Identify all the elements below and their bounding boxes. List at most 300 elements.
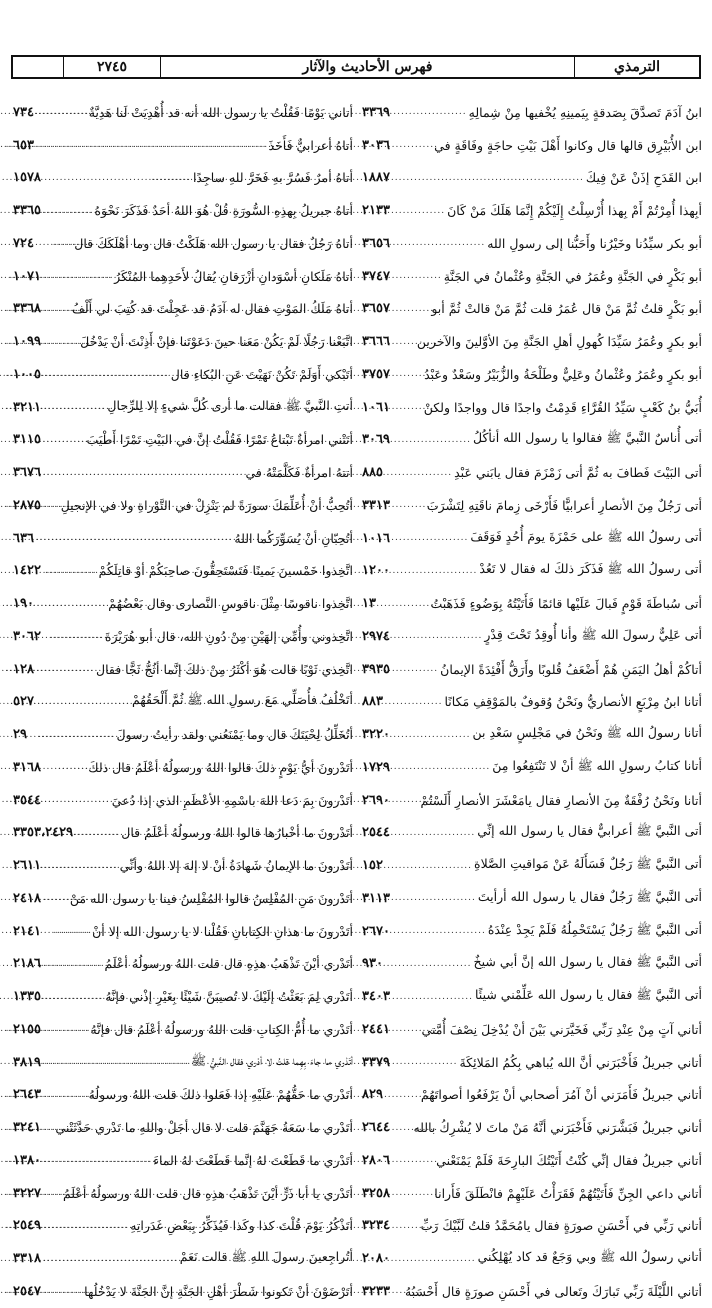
dot-leader [394,1221,438,1231]
hadith-number: ٣٣١٨ [13,1251,41,1267]
hadith-number: ٣٥٤٤ [13,792,41,808]
index-entry [13,1242,353,1275]
dot-leader [394,1090,438,1100]
dot-leader [394,173,584,183]
hadith-number: ٢٤٤١ [362,1021,390,1037]
hadith-incipit: أتانا ونَحْنُ رُفْقَةٌ مِنَ الأنصارِ فقال يامَعْشَرَ الأنصارِ أَلَسْتُمْ [420,792,702,808]
hadith-incipit: أتى رَجُلٌ مِنَ الأنصارِ أعرابيًّا فَأَرْخَى زِمامَ ناقَتِهِ لِتَشْرَبَ [426,497,702,513]
dot-leader [394,795,438,805]
index-entry [362,849,702,882]
dot-leader [394,1024,438,1034]
index-entry [13,653,353,686]
hadith-number: ١٣٣٥ [13,989,41,1005]
hadith-incipit: أُبَيُّ بنُ كَعْبٍ سَيِّدُ القُرَّاءِ قَدِمْتُ واجدًا قال وواجدًا ولكنْ [423,399,702,415]
index-entry [13,391,353,424]
dot-leader [394,697,442,707]
index-entry [362,915,702,948]
hadith-incipit: أتى النَّبيَّ ﷺ رَجُلٌ يَسْتَحْمِلُهُ فَلَمْ يَجِدْ عِنْدَهُ [487,921,702,937]
dot-leader [45,893,89,903]
dot-leader [45,1254,178,1264]
index-entry [362,391,702,424]
hadith-number: ٣٢١١ [13,399,41,415]
dot-leader [394,107,467,117]
index-entry [362,1275,702,1308]
dot-leader [394,631,482,641]
dot-leader [394,861,472,871]
index-entry [362,980,702,1013]
dot-leader [394,893,476,903]
index-entry [13,194,353,227]
index-entry [13,915,353,948]
book-name: الترمذي [574,57,699,77]
index-entry [13,227,353,260]
dot-leader [394,206,445,216]
index-entry [362,1242,702,1275]
dot-leader [45,1188,89,1198]
dot-leader [45,566,97,576]
dot-leader [394,337,438,347]
hadith-number: ٣١١٥ [13,432,41,448]
hadith-incipit: أتَدْري ما سَعَةُ جَهَنَّمَ قلت لا قال أجَلْ واللهِ ما تَدْري حَدَّثَتْني [55,1120,353,1136]
hadith-number: ٣٦٥٦ [362,235,390,251]
hadith-incipit: أبو بكرٍ وعُمَرُ وعُثْمانُ وعَلِيٌّ وطَلْحَةُ والزُّبَيْرُ وسَعْدٌ وعَبْدُ [424,366,702,382]
hadith-incipit: أتاني جبريلُ فَأَخْبَرَني أنَّ الله يُباهي بِكُمُ المَلائِكَةَ [459,1054,702,1070]
hadith-number: ٣٣٦٩ [362,104,390,120]
hadith-incipit: أتاني جبريلُ فقال إنِّي كُنْتُ أَتَيْتُكَ البارِحَةَ فَلَمْ يَمْنَعْني [436,1152,702,1168]
index-entry [13,751,353,784]
dot-leader [45,140,266,150]
index-entry [362,96,702,129]
index-entry [362,129,702,162]
dot-leader [45,1024,89,1034]
index-entry [362,162,702,195]
hadith-incipit: أتَدْرونَ ما الإيمانُ شَهادَةُ أنْ لا إلهَ إلا اللهُ وأنِّي [119,858,353,874]
hadith-number: ٨٨٥ [362,465,383,481]
dot-leader [394,599,438,609]
index-entry [362,653,702,686]
hadith-number: ١٤٢٢ [13,563,41,579]
hadith-number: ٢٦١١ [13,858,41,874]
index-entry [13,424,353,457]
dot-leader [394,926,486,936]
hadith-number: ٢٨٠٦ [362,1152,390,1168]
index-entry [13,718,353,751]
dot-leader [45,1221,128,1231]
hadith-incipit: أتُحِبّانِ أنْ يُسَوِّرَكُما اللهُ [234,530,353,546]
hadith-number: ٣٣٦٥ [13,203,41,219]
index-entry [362,194,702,227]
hadith-incipit: أتُراجِعينَ رسولَ اللهِ ﷺ قالت نَعَمْ [179,1249,353,1265]
hadith-incipit: أبو بَكْرٍ في الجَنَّةِ وعُمَرُ في الجَنَّةِ وعُثْمانُ في الجَنَّةِ [443,268,702,284]
index-entry [13,1275,353,1308]
index-entry [362,522,702,555]
hadith-number: ٣٦٦٦ [362,334,390,350]
hadith-incipit: أبِهذا أُمِرْتُمْ أَمْ بِهذا أُرْسِلْتُ إِلَيْكُمْ إِنَّمَا هَلَكَ مَنْ كَانَ [447,203,702,219]
hadith-number: ١٠٠٥ [13,366,41,382]
hadith-incipit: اتَّخِذوا خَمْسينَ يَمينًا فَتَسْتَحِقُّونَ صاحِبَكُمْ أوْ قاتِلَكُمْ [98,563,353,579]
dot-leader [394,500,438,510]
dot-leader [45,468,243,478]
dot-leader [394,959,472,969]
hadith-incipit: أتانا ابنُ مِرْبَعٍ الأنصاريُّ ونَحْنُ وُقوفٌ بالمَوْقِفِ مَكانًا [444,694,702,710]
hadith-number: ٣٢٣٣ [362,1283,390,1299]
dot-leader [45,926,90,936]
hadith-number: ٦٥٣ [13,137,34,153]
hadith-number: ٥٢٧ [13,694,34,710]
hadith-incipit: اتَّخِذوني وأُمِّي إلهَيْنِ مِنْ دُونِ الله، قال أبو هُرَيْرَةَ [104,628,353,644]
index-entry [362,817,702,850]
hadith-incipit: أتاني رسولُ الله ﷺ وبي وَجَعٌ قد كاد يُهْلِكُني [477,1249,702,1265]
hadith-incipit: أتَذْكُرُ يَوْمَ قُلْتَ كذا وكَذا فَيُذَكِّرُ بِبَعْضِ غَدَراتِهِ [130,1218,353,1234]
hadith-incipit: أتَدْرونَ ما أخْبارُها قالوا اللهُ ورسولُهُ أعْلَمُ قال [121,825,353,841]
hadith-number: ٣٠٦٩ [362,432,390,448]
hadith-incipit: أتاكُمْ أهلُ اليَمَنِ هُمْ أَضْعَفُ قُلوبًا وأَرَقُّ أَفْئِدَةً الإيمانُ [440,661,702,677]
hadith-incipit: اتَّخِذوا ناقوسًا مِثْلَ ناقوسِ النَّصارى وقال بَعْضُهُمْ [108,596,353,612]
hadith-number: ٣٣٧٩ [362,1054,390,1070]
index-entry [13,1013,353,1046]
hadith-incipit: أتى النَّبيَّ ﷺ فقال يا رسول الله عَلِّمْني شيئًا [475,987,702,1003]
hadith-incipit: أتاني اللَّيْلَةَ رَبِّي تَبارَكَ وتَعالى في أَحْسَنِ صورَةٍ قال أَحْسَبُهُ [405,1283,702,1299]
index-entry [13,784,353,817]
index-entry [13,1079,353,1112]
index-entry [13,555,353,588]
dot-leader [45,599,106,609]
index-entry [13,162,353,195]
hadith-number: ١٢٨ [13,661,34,677]
hadith-incipit: أتَدْري ما أُمُّ الكِتابِ قلت اللهُ ورسولُهُ أعْلَمُ قال فإنَّهُ [90,1021,353,1037]
hadith-number: ٣٠٣٦ [362,137,390,153]
dot-leader [45,697,130,707]
hadith-number: ٣٦٥٧ [362,301,390,317]
hadith-incipit: أبو بكر سيِّدُنا وخَيْرُنا وأَحَبُّنا إلى رسولِ الله [487,235,702,251]
hadith-incipit: أبو بكرٍ وعُمَرُ سَيِّدَا كُهولِ أهلِ الجَنَّةِ مِنَ الأوَّلينَ والآخرين [416,334,702,350]
hadith-incipit: اتَّخِذي ثَوْبًا قالت هُوَ أكْثَرُ مِنْ ذلكَ إنَّما أثُجُّ ثَجًّا فقال [95,661,353,677]
dot-leader [394,533,468,543]
dot-leader [45,173,191,183]
index-entry [13,489,353,522]
dot-leader [45,304,89,314]
hadith-incipit: أتى أُناسٌ النَّبيَّ ﷺ فقالوا يا رسول الله أنأكُلُ [472,430,702,446]
index-title: فهرس الأحاديث والآثار [160,57,574,77]
index-entry [362,620,702,653]
hadith-number: ٣٢٤١ [13,1120,41,1136]
hadith-incipit: أتَدْرونَ بِمَ دَعا اللهَ باسْمِهِ الأعْظَمِ الذي إذا دُعيَ [111,792,353,808]
hadith-number: ٢٥٤٩ [13,1218,41,1234]
dot-leader [45,1090,89,1100]
index-entry [13,1111,353,1144]
hadith-incipit: أتاني آتٍ مِنْ عِنْدِ رَبِّي فَخَيَّرَني بَيْنَ أنْ يُدْخِلَ نِصْفَ أُمَّتي [421,1021,702,1037]
dot-leader [394,762,490,772]
hadith-number: ٢١٨٦ [13,956,41,972]
hadith-number: ٣١٦٨ [13,759,41,775]
hadith-number: ١٥٢ [362,858,383,874]
hadith-number: ٦٣٦ [13,530,34,546]
hadith-incipit: ابن الأُبَيْرِق قالها قال وكانوا أَهْلَ بَيْتِ حاجَةٍ وفَاقَةٍ في [434,137,702,153]
hadith-number: ١٠٩٩ [13,334,41,350]
hadith-incipit: أتُحِبُّ أنْ أُعَلِّمَكَ سورَةً لم يَنْزِلْ في التَّوْراةِ ولا في الإنجيلِ [60,497,353,513]
hadith-number: ٣١١٣ [362,890,390,906]
dot-leader [45,1123,89,1133]
dot-leader [45,369,169,379]
hadith-number: ٢١٥٥ [13,1021,41,1037]
hadith-incipit: أتى سُباطَةَ قَوْمٍ فَبالَ عَلَيْها قائمًا فَأَتَيْتُهُ بِوَضُوءٍ فَذَهَبْتُ [430,596,702,612]
dot-leader [45,762,89,772]
hadith-number: ٢٦٧٠ [362,923,390,939]
dot-leader [394,1057,458,1067]
dot-leader [394,435,471,445]
dot-leader [394,828,475,838]
dot-leader [394,1155,438,1165]
hadith-incipit: أتاني يَوْمًا فَقُلْتُ يا رسول الله أنه قد أُهْدِيَتْ لَنا هَدِيَّةٌ [88,104,353,120]
dot-leader [394,369,438,379]
dot-leader [394,468,452,478]
index-entry [13,456,353,489]
index-entry [362,948,702,981]
dot-leader [45,1057,189,1067]
index-entry [13,980,353,1013]
hadith-incipit: أتَبْكي أَوَلَمْ تَكُنْ نَهَيْتَ عَنِ البُكاءِ قال [170,366,353,382]
hadith-number: ١٢٠٠ [362,563,390,579]
dot-leader [45,959,103,969]
hadith-number: ٢١٤١ [13,923,41,939]
dot-leader [394,730,471,740]
index-entry [362,489,702,522]
index-entry [13,620,353,653]
index-entry [13,1177,353,1210]
dot-leader [45,107,89,117]
hadith-incipit: أتانا رسولُ الله ﷺ ونَحْنُ في مَجْلِسٍ سَعْدِ بن [472,725,702,741]
hadith-number: ٣٤٠٣ [362,989,390,1005]
dot-leader [394,992,473,1002]
dot-leader [45,1286,89,1296]
index-entry [13,849,353,882]
hadith-number: ١٣ [362,596,376,612]
hadith-incipit: اتَّبَعْنا رَجُلًا لَمْ يَكُنْ مَعَنا حينَ دَعَوْتَنا فإنْ أَذِنْتَ أنْ يَدْخُلَ [80,334,353,350]
dot-leader [45,664,94,674]
hadith-number: ٢٦٤٤ [362,1120,390,1136]
hadith-incipit: أتتِ النَّبيَّ ﷺ فقالت ما أرى كُلَّ شيءٍ إلا لِلرِّجالِ [107,397,353,413]
dot-leader [394,1123,438,1133]
index-entry [13,686,353,719]
dot-leader [45,206,92,216]
index-entry [13,358,353,391]
page-header [11,55,701,79]
hadith-incipit: أتاني جبريلُ فَبَشَّرَني فَأَخْبَرَني أنَّهُ مَنْ ماتَ لا يُشْرِكُ بالله [413,1120,702,1136]
hadith-incipit: أتاني جبريلُ فَأَمَرَني أنْ آمُرَ أصحابي أنْ يَرْفَعُوا أصواتَهُمْ [420,1087,702,1103]
hadith-incipit: أتى النَّبيَّ ﷺ فقال يا رسول الله إنَّ أبي شيخٌ [473,954,702,970]
index-entry [362,686,702,719]
hadith-incipit: أتاهُ أمرٌ فَسُرَّ بهِ فَخَرَّ للهِ ساجِدًا [192,170,353,186]
hadith-number: ٧٣٤ [13,104,34,120]
dot-leader [45,337,89,347]
hadith-incipit: أتاهُ مَلَكُ المَوْتِ فقال له آدَمُ قد عَجِلْتَ قد كُتِبَ لي أَلْفُ [71,301,353,317]
index-entry [362,555,702,588]
dot-leader [45,631,103,641]
hadith-incipit: أتَدْري ما جاءَ بِهِما قلتُ لا أدْري فقال النَّبيُّ ﷺ [190,1052,353,1068]
hadith-incipit: أتى النَّبيَّ ﷺ أعرابيٌّ فقال يا رسول الله إنِّي [477,823,702,839]
hadith-number: ٣٣٦٨ [13,301,41,317]
hadith-incipit: أتَخْلُفُ فأُصَلِّي مَعَ رسولِ الله ﷺ ثُمَّ أَلْحَقُهُمْ [131,692,353,708]
index-entry [362,424,702,457]
index-entry [13,260,353,293]
header-blank-cell [13,57,63,77]
dot-leader [394,140,438,150]
hadith-incipit: أتى البَيْتَ فَطافَ به ثُمَّ أتى زَمْزَمَ فقال يابَني عَبْدِ [454,465,702,481]
index-entry [362,1177,702,1210]
dot-leader [45,992,103,1002]
hadith-number: ٣٢٢٧ [13,1185,41,1201]
dot-leader [45,271,112,281]
dot-leader [394,1286,438,1296]
hadith-number: ٢٩ [13,727,27,743]
hadith-number: ٢١٣٣ [362,203,390,219]
hadith-incipit: أتاني رَبِّي في أَحْسَنِ صورَةٍ فقال يامُحَمَّدُ قلتُ لَبَّيْكَ رَبِّ [420,1218,702,1234]
hadith-number: ٣٩٣٥ [362,661,390,677]
index-entry [13,293,353,326]
hadith-incipit: أتَدْرونَ أيُّ يَوْمٍ ذلكَ قالوا اللهُ ورسولُهُ أعْلَمُ قال ذلكَ [88,759,353,775]
dot-leader [45,533,232,543]
hadith-incipit: أتُخَلِّلُ لِحْيَتَكَ قال وما يَمْنَعُني ولقد رأيتُ رسولَ [116,727,353,743]
hadith-number: ١٠٦١ [362,399,390,415]
hadith-number: ٧٢٤ [13,235,34,251]
dot-leader [45,1155,151,1165]
index-entry [362,882,702,915]
index-entry [362,1210,702,1243]
hadith-number: ١٧٢٩ [362,759,390,775]
hadith-number: ٣٦٧٦ [13,465,41,481]
hadith-number: ٣٠٦٢ [13,628,41,644]
index-entry [13,1144,353,1177]
hadith-incipit: أتَدْرونَ مَنِ المُفْلِسُ قالوا المُفْلِسُ فينا يا رسول الله مَنْ [69,890,353,906]
index-entry [362,260,702,293]
dot-leader [394,238,485,248]
index-entry [362,293,702,326]
hadith-number: ٢٥٤٤ [362,825,390,841]
hadith-number: ١٨٨٧ [362,170,390,186]
hadith-number: ٢٥٤٧ [13,1283,41,1299]
hadith-number: ٣٧٥٧ [362,366,390,382]
hadith-incipit: أتاهُ جبريلُ بِهذِهِ السُّورَةِ قُلْ هُوَ اللهُ أحَدٌ فَذَكَرَ نَحْوَهُ [94,203,353,219]
hadith-number: ١٠١٦ [362,530,390,546]
index-entry [362,1079,702,1112]
hadith-number: ٨٢٩ [362,1087,383,1103]
dot-leader [394,1188,438,1198]
hadith-incipit: أتتهُ امرأةٌ فَكَلَّمَتْهُ في [245,465,353,481]
hadith-number: ٢٨٧٥ [13,497,41,513]
hadith-number: ٣٧٤٧ [362,268,390,284]
hadith-incipit: أتاهُ مَلَكانِ أسْوَدانِ أزْرَقانِ يُقالُ لأَحَدِهِما المُنْكَرُ [114,268,353,284]
dot-leader [394,664,438,674]
hadith-number: ٣٢٢٠ [362,727,390,743]
hadith-incipit: أتى رسولُ الله ﷺ على حَمْزَةَ يومَ أُحُدٍ فَوَقَفَ [470,528,702,544]
hadith-incipit: أتَدْري أيْنَ تَذْهَبُ هذِهِ قال قلت اللهُ ورسولُهُ أعْلَمُ [104,956,353,972]
hadith-number: ٣٢٥٨ [362,1185,390,1201]
index-entry [362,1046,702,1079]
index-column-right [362,96,702,1308]
index-entry [362,1144,702,1177]
index-entry [13,96,353,129]
hadith-incipit: أتاهُ أعرابيٌّ فَأَخَذَ [268,137,353,153]
hadith-incipit: أتَدْري لِمَ بَعَثْتُ إلَيْكَ لا تُصيبَنَّ شَيْئًا بِغَيْرِ إذْني فإنَّهُ [105,989,353,1005]
dot-leader [394,566,477,576]
hadith-number: ٢٠٨٠ [362,1251,390,1267]
index-entry [362,751,702,784]
index-entry [362,1111,702,1144]
hadith-number: ١٩٠ [13,596,34,612]
dot-leader [45,861,118,871]
index-entry [13,1210,353,1243]
index-entry [13,587,353,620]
index-entry [13,1046,353,1079]
index-entry [362,587,702,620]
hadith-incipit: أتَتْني امرأةٌ تَبْتاعُ تَمْرًا فَقُلْتُ إنَّ في البَيْتِ تَمْرًا أَطْيَبَ [86,432,353,448]
index-entry [362,718,702,751]
index-entry [362,325,702,358]
hadith-incipit: أبو بَكْرٍ قلتُ ثُمَّ مَنْ قال عُمَرُ قلت ثُمَّ مَنْ قالتْ ثُمَّ أبو [431,301,702,317]
hadith-incipit: أتى عَلِيٌّ رسولَ الله ﷺ وأنا أُوقِدُ تَحْتَ قِدْرٍ [484,626,702,642]
dot-leader [394,1254,476,1264]
hadith-incipit: أتاني داعي الجِنِّ فَأَتَيْتُهُمْ فَقَرَأْتُ عَلَيْهِمْ فانْطَلَقَ فَأَرانا [434,1185,702,1201]
dot-leader [394,402,438,412]
hadith-number: ١٠٧١ [13,268,41,284]
hadith-number: ٨٨٣ [362,694,383,710]
hadith-number: ٢٦٩٠ [362,792,390,808]
hadith-number: ٣٣١٣ [362,497,390,513]
page-number: ٢٧٤٥ [63,57,160,77]
hadith-incipit: أتَدْري يا أبا ذَرٍّ أيْنَ تَذْهَبُ هذِهِ قال قلت اللهُ ورسولُهُ أعْلَمُ [62,1185,353,1201]
hadith-incipit: أتانا كتابُ رسولِ الله ﷺ أنْ لا تَنْتَفِعُوا مِنَ [492,757,702,773]
index-entry [13,882,353,915]
index-entry [362,1013,702,1046]
hadith-incipit: ابن القَدَحِ إذَنْ عَنْ فِيكَ [585,170,702,186]
hadith-number: ٣٣٥٣،٢٤٢٩ [13,825,74,841]
hadith-number: ٩٣٠ [362,956,383,972]
index-entry [13,129,353,162]
dot-leader [394,304,438,314]
hadith-number: ٢٩٧٤ [362,628,390,644]
hadith-incipit: أتَدْرونَ ما هذانِ الكِتابانِ فَقُلْنا لا يا رسول الله إلا أنْ [92,923,353,939]
dot-leader [45,500,89,510]
dot-leader [45,795,110,805]
dot-leader [394,271,442,281]
hadith-incipit: أتاهُ رَجُلٌ فقال يا رسول الله هَلَكْتُ قال وما أهْلَكَكَ قال [74,235,353,251]
hadith-number: ٢٦٤٣ [13,1087,41,1103]
dot-leader [45,435,89,445]
hadith-incipit: أتى النَّبيَّ ﷺ رَجُلٌ فقال يا رسول الله أرأيتَ [477,888,702,904]
hadith-number: ٣٢٣٤ [362,1218,390,1234]
hadith-incipit: أتى رسولُ الله ﷺ فَذَكَرَ ذلكَ له فقال لا تَعُدْ [479,561,702,577]
hadith-incipit: أتَرْضَوْنَ أنْ تَكونوا شَطْرَ أهْلِ الجَنَّةِ إنَّ الجَنَّةَ لا يَدْخُلُها [84,1283,353,1299]
dot-leader [45,730,114,740]
index-entry [13,522,353,555]
index-entry [13,325,353,358]
index-entry [13,948,353,981]
index-entry [362,784,702,817]
hadith-number: ٣٨١٩ [13,1054,41,1070]
hadith-incipit: أتَدْري ما قَطَعْتَ لهُ إنَّما قَطَعْتَ لهُ الماءَ [153,1152,353,1168]
hadith-incipit: أتى النَّبيَّ ﷺ رَجُلٌ فَسَأَلَهُ عَنْ مَواقيتِ الصَّلاةِ [474,856,702,872]
hadith-number: ١٥٧٨ [13,170,41,186]
hadith-number: ٢٤١٨ [13,890,41,906]
dot-leader [75,828,119,838]
hadith-number: ١٣٨٠ [13,1152,41,1168]
index-entry [13,817,353,850]
hadith-incipit: ابنُ آدَمَ تَصدَّقَ بِصَدقةٍ بِيَمينِهِ يُخْفيها مِنْ شِمالِهِ [468,104,702,120]
index-entry [362,227,702,260]
index-column-left [13,96,353,1308]
index-entry [362,456,702,489]
hadith-incipit: أتَدْري ما حَقُّهُمْ عَلَيْهِ إذا فَعَلوا ذلكَ قلت اللهُ ورسولُهُ [88,1087,353,1103]
